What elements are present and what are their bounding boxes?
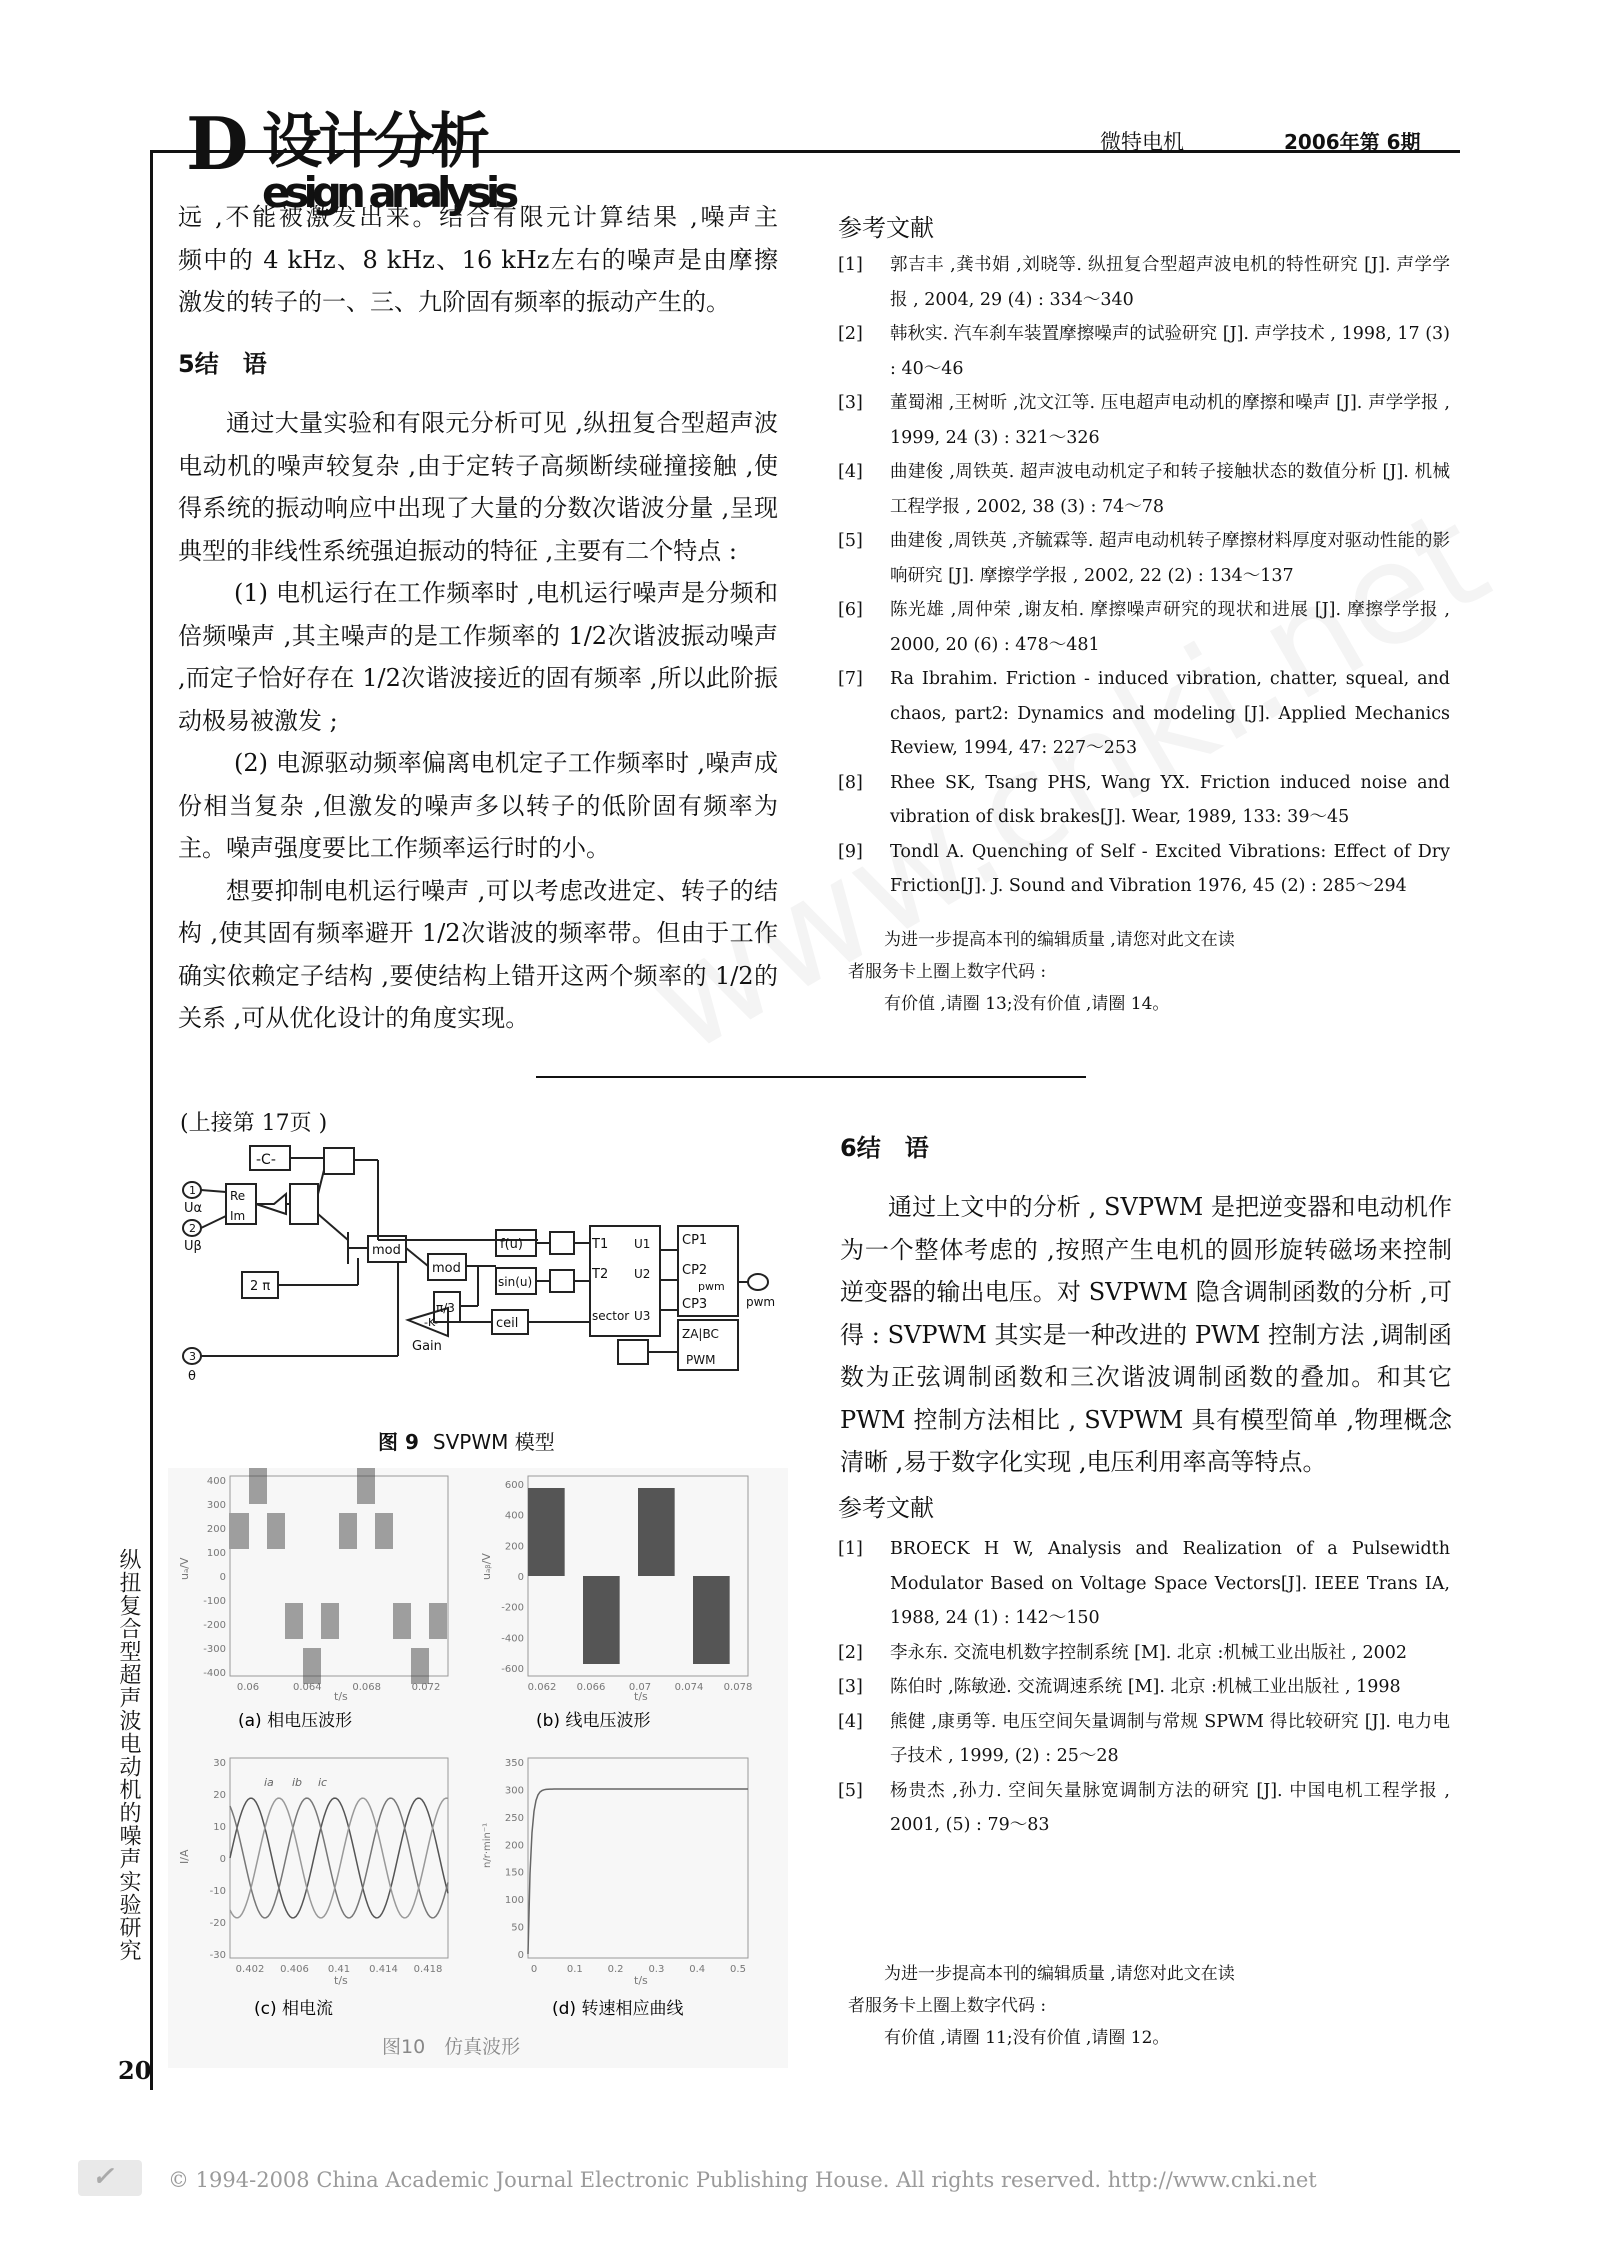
reader-service-note bbox=[848, 924, 1288, 1020]
reference-item bbox=[838, 1532, 1450, 1636]
y-axis-label: I/A bbox=[178, 1849, 191, 1864]
diagram-label: T1 bbox=[592, 1237, 609, 1252]
y-tick-label: 100 bbox=[206, 1548, 226, 1559]
y-tick-label: 200 bbox=[206, 1524, 226, 1535]
section-logo-chinese: 设计分析 bbox=[262, 107, 486, 177]
x-tick-label: 0 bbox=[530, 1964, 538, 1975]
text-line: 频中的 4 kHz、8 kHz、16 kHz左右的噪声是由摩擦 bbox=[178, 245, 778, 274]
diagram-label: U1 bbox=[634, 1237, 651, 1251]
section-5-heading: 5结 语 bbox=[178, 350, 267, 378]
subfigure-caption: (b) 线电压波形 bbox=[536, 1711, 651, 1731]
reference-text: 李永东. 交流电机数字控制系统 [M]. 北京 :机械工业出版社 , 2002 bbox=[890, 1642, 1408, 1663]
reference-item bbox=[838, 835, 1450, 904]
reference-number: [1] bbox=[838, 255, 863, 275]
subfigure-caption: (c) 相电流 bbox=[254, 1999, 334, 2019]
diagram-label: mod bbox=[372, 1243, 401, 1258]
reference-item bbox=[838, 766, 1450, 835]
legend-entry: ic bbox=[318, 1776, 328, 1789]
panel-c-phase-current bbox=[178, 1758, 448, 2019]
diagram-label: CP3 bbox=[682, 1297, 708, 1312]
y-tick-label: 200 bbox=[504, 1840, 524, 1852]
references-title: 参考文献 bbox=[838, 214, 934, 242]
y-tick-label: 50 bbox=[511, 1922, 524, 1934]
diagram-label: sin(u) bbox=[498, 1275, 533, 1289]
list-item: (2) 电源驱动频率偏离电机定子工作频率时 ,噪声成份相当复杂 ,但激发的噪声多以转子的低阶固有频率为主。噪声强度要比工作频率运行时的小。 bbox=[178, 749, 778, 862]
abs-block bbox=[256, 1194, 286, 1214]
reference-text: 曲建俊 ,周铁英 ,齐毓霖等. 超声电动机转子摩擦材料厚度对驱动性能的影响研究 [J]. 摩擦学学报 , 2002, 22 (2) : 134～137 bbox=[890, 531, 1450, 586]
y-tick-label: 600 bbox=[504, 1480, 524, 1491]
reference-number: [5] bbox=[838, 1780, 863, 1801]
diagram-label: 3 bbox=[189, 1350, 196, 1363]
section-5-body bbox=[178, 402, 778, 1040]
list-item: (1) 电机运行在工作频率时 ,电机运行噪声是分频和倍频噪声 ,其主噪声的是工作频率的 1/2次谐波振动噪声 ,而定子恰好存在 1/2次谐波接近的固有频率 ,所以此阶振动极易被激发 ; bbox=[178, 579, 778, 735]
x-axis-label: t/s bbox=[334, 1974, 348, 1987]
reference-number: [9] bbox=[838, 841, 863, 862]
y-tick-label: -200 bbox=[501, 1602, 524, 1614]
reference-item bbox=[838, 455, 1450, 524]
text-line: 远 ,不能被激发出来。结合有限元计算结果 ,噪声主 bbox=[178, 203, 778, 231]
paragraph: 想要抑制电机运行噪声 ,可以考虑改进定、转子的结构 ,使其固有频率避开 1/2次谐波的频率带。但由于工作确实依赖定子结构 ,要使结构上错开这两个频率的 1/2的关系 ,可从优化设计的角度实现。 bbox=[178, 876, 778, 1032]
diagram-label: f(u) bbox=[500, 1237, 523, 1252]
reference-item bbox=[838, 317, 1450, 386]
legend-entry: ib bbox=[292, 1776, 303, 1789]
diagram-label: U3 bbox=[634, 1309, 651, 1323]
cnki-logo-icon: ✓ bbox=[78, 2160, 142, 2196]
reference-text: 杨贵杰 ,孙力. 空间矢量脉宽调制方法的研究 [J]. 中国电机工程学报 , 2001, (5) : 79～83 bbox=[890, 1780, 1450, 1835]
diagram-label: Im bbox=[230, 1209, 246, 1223]
diagram-label: Uβ bbox=[184, 1239, 202, 1254]
product-block bbox=[550, 1270, 574, 1292]
x-tick-label: 0.066 bbox=[576, 1682, 606, 1693]
magnitude-angle-block bbox=[290, 1184, 318, 1224]
diagram-label: 2 π bbox=[250, 1279, 271, 1294]
figure-9-caption bbox=[378, 1426, 555, 1455]
y-tick-label: -100 bbox=[203, 1596, 226, 1607]
reference-item bbox=[838, 593, 1450, 662]
pwm-output-port bbox=[748, 1274, 768, 1290]
issue-label: 2006年第 6期 bbox=[1284, 130, 1421, 154]
note-line: 有价值 ,请圈 13;没有价值 ,请圈 14。 bbox=[884, 994, 1170, 1014]
diagram-label: CP1 bbox=[682, 1233, 708, 1248]
y-axis-label: uₐ/V bbox=[178, 1557, 191, 1580]
x-tick-label: 0.406 bbox=[280, 1964, 309, 1975]
reference-number: [3] bbox=[838, 1677, 863, 1697]
y-tick-label: 200 bbox=[504, 1541, 524, 1553]
y-tick-label: -30 bbox=[209, 1950, 226, 1961]
x-tick-label: 0.078 bbox=[723, 1682, 753, 1693]
diagram-label: PWM bbox=[686, 1353, 716, 1367]
repeating-sequence-block bbox=[618, 1340, 648, 1364]
text-line: 激发的转子的一、三、九阶固有频率的振动产生的。 bbox=[178, 288, 730, 316]
svpwm-simulink-model bbox=[178, 1140, 788, 1400]
caption-number: 图 9 bbox=[378, 1430, 419, 1454]
reference-text: Ra Ibrahim. Friction - induced vibration, chatter, squeal, and chaos, part2: Dynamics and modeling [J]. Applied Mechanics Review, 1994, 47: 227～253 bbox=[890, 669, 1450, 758]
reference-item bbox=[838, 1670, 1450, 1705]
diagram-label: ZA|BC bbox=[682, 1327, 719, 1341]
running-side-title: 纵扭复合型超声波电动机的噪声实验研究 bbox=[116, 1548, 141, 1962]
y-tick-label: 150 bbox=[504, 1867, 524, 1879]
product-block bbox=[324, 1148, 354, 1174]
reference-number: [5] bbox=[838, 531, 863, 551]
x-tick-label: 0.402 bbox=[235, 1964, 265, 1975]
y-tick-label: 0 bbox=[517, 1572, 524, 1583]
note-line: 为进一步提高本刊的编辑质量 ,请您对此文在读 bbox=[884, 1964, 1235, 1984]
x-tick-label: 0.41 bbox=[327, 1964, 351, 1975]
x-axis-label: t/s bbox=[634, 1974, 648, 1987]
section-6-body bbox=[840, 1186, 1452, 1484]
x-tick-label: 0.2 bbox=[607, 1964, 624, 1975]
y-tick-label: -600 bbox=[501, 1664, 524, 1675]
reference-number: [6] bbox=[838, 600, 863, 620]
note-line: 者服务卡上圈上数字代码 : bbox=[848, 962, 1047, 982]
x-tick-label: 0.418 bbox=[413, 1964, 443, 1975]
continued-from-label: (上接第 17页 ) bbox=[180, 1111, 328, 1136]
reference-item bbox=[838, 524, 1450, 593]
reference-text: Rhee SK, Tsang PHS, Wang YX. Friction induced noise and vibration of disk brakes[J]. Wear, 1989, 133: 39～45 bbox=[890, 772, 1450, 827]
y-tick-label: -400 bbox=[203, 1668, 226, 1679]
section-logo-letter: D bbox=[186, 101, 249, 186]
reference-text: 郭吉丰 ,龚书娟 ,刘晓等. 纵扭复合型超声波电机的特性研究 [J]. 声学学报 , 2004, 29 (4) : 334～340 bbox=[890, 255, 1450, 310]
diagram-label: sector bbox=[592, 1309, 630, 1323]
diagram-label: -C- bbox=[256, 1152, 276, 1168]
x-tick-label: 0.07 bbox=[628, 1682, 652, 1693]
x-axis-label: t/s bbox=[634, 1690, 648, 1703]
x-tick-label: 0.072 bbox=[411, 1682, 441, 1693]
y-tick-label: 350 bbox=[504, 1758, 524, 1769]
page-number: 20 bbox=[118, 2056, 152, 2085]
x-tick-label: 0.062 bbox=[527, 1682, 557, 1693]
y-tick-label: 10 bbox=[213, 1822, 226, 1833]
reference-item bbox=[838, 248, 1450, 317]
diagram-label: CP2 bbox=[682, 1263, 708, 1278]
y-tick-label: 300 bbox=[206, 1500, 226, 1511]
reference-item bbox=[838, 662, 1450, 766]
y-tick-label: -20 bbox=[209, 1918, 226, 1929]
x-axis-label: t/s bbox=[334, 1690, 348, 1703]
reference-number: [4] bbox=[838, 1711, 863, 1732]
paragraph: 通过大量实验和有限元分析可见 ,纵扭复合型超声波电动机的噪声较复杂 ,由于定转子高频断续碰撞接触 ,使得系统的振动响应中出现了大量的分数次谐波分量 ,呈现典型的非线性系统强迫振动的特征 ,主要有二个特点 : bbox=[178, 409, 778, 565]
diagram-label: 2 bbox=[189, 1222, 196, 1235]
diagram-label: T2 bbox=[592, 1267, 609, 1282]
y-tick-label: -300 bbox=[203, 1644, 226, 1655]
x-tick-label: 0.064 bbox=[293, 1682, 322, 1693]
reference-item bbox=[838, 1636, 1450, 1671]
section-6-heading: 6结 语 bbox=[840, 1134, 929, 1162]
reference-text: 陈伯时 ,陈敏逊. 交流调速系统 [M]. 北京 :机械工业出版社 , 1998 bbox=[890, 1677, 1401, 1697]
diagram-label: -K- bbox=[424, 1316, 438, 1329]
reference-text: 曲建俊 ,周铁英. 超声波电动机定子和转子接触状态的数值分析 [J]. 机械工程学报 , 2002, 38 (3) : 74～78 bbox=[890, 462, 1450, 517]
y-tick-label: 400 bbox=[206, 1476, 226, 1487]
diagram-label: Uα bbox=[184, 1201, 203, 1216]
left-margin-rule bbox=[150, 150, 153, 2090]
x-tick-label: 0.068 bbox=[352, 1682, 381, 1693]
diagram-label: ceil bbox=[496, 1316, 519, 1331]
diagram-label: mod bbox=[432, 1261, 461, 1276]
product-block bbox=[550, 1232, 574, 1254]
note-line: 为进一步提高本刊的编辑质量 ,请您对此文在读 bbox=[884, 930, 1235, 950]
references-title: 参考文献 bbox=[838, 1494, 934, 1522]
reference-number: [2] bbox=[838, 1642, 863, 1663]
y-tick-label: 30 bbox=[213, 1758, 226, 1769]
x-tick-label: 0.074 bbox=[674, 1682, 704, 1693]
y-tick-label: 0 bbox=[219, 1854, 226, 1865]
note-line: 者服务卡上圈上数字代码 : bbox=[848, 1996, 1047, 2016]
left-top-paragraph bbox=[178, 196, 778, 324]
reference-number: [4] bbox=[838, 462, 863, 482]
figure-10-caption: 图10 仿真波形 bbox=[382, 2036, 521, 2058]
diagram-label: Re bbox=[230, 1189, 246, 1203]
reference-item bbox=[838, 1705, 1450, 1774]
reader-service-note bbox=[848, 1958, 1288, 2054]
diagram-label: U2 bbox=[634, 1267, 651, 1281]
y-tick-label: 20 bbox=[213, 1790, 226, 1801]
y-axis-label: n/r·min⁻¹ bbox=[482, 1822, 493, 1868]
subfigure-caption: (d) 转速相应曲线 bbox=[552, 1999, 684, 2019]
x-tick-label: 0.4 bbox=[689, 1964, 706, 1975]
y-tick-label: -400 bbox=[501, 1633, 524, 1645]
diagram-label: 1 bbox=[189, 1184, 196, 1197]
x-tick-label: 0.3 bbox=[648, 1964, 665, 1975]
reference-number: [8] bbox=[838, 772, 863, 793]
y-tick-label: 250 bbox=[504, 1812, 524, 1824]
legend-entry: ia bbox=[264, 1776, 274, 1789]
reference-text: 熊健 ,康勇等. 电压空间矢量调制与常规 SPWM 得比较研究 [J]. 电力电子技术 , 1999, (2) : 25～28 bbox=[890, 1711, 1450, 1766]
copyright-footer: © 1994-2008 China Academic Journal Electronic Publishing House. All rights reserved. http://www.cnki.net bbox=[168, 2168, 1317, 2192]
panel-b-line-voltage bbox=[480, 1476, 752, 1731]
note-line: 有价值 ,请圈 11;没有价值 ,请圈 12。 bbox=[884, 2028, 1170, 2048]
y-tick-label: 0 bbox=[517, 1950, 524, 1961]
reference-item bbox=[838, 386, 1450, 455]
y-tick-label: 300 bbox=[504, 1785, 524, 1797]
diagram-label: pwm bbox=[746, 1295, 776, 1309]
x-tick-label: 0.06 bbox=[236, 1682, 260, 1693]
reference-number: [3] bbox=[838, 393, 863, 413]
diagram-label: Gain bbox=[412, 1339, 442, 1354]
caption-text: SVPWM 模型 bbox=[432, 1430, 555, 1454]
simulation-waveforms-figure bbox=[168, 1468, 788, 2068]
reference-item bbox=[838, 1774, 1450, 1843]
y-tick-label: 0 bbox=[219, 1572, 226, 1583]
y-axis-label: uₐᵦ/V bbox=[480, 1553, 493, 1580]
reference-number: [2] bbox=[838, 324, 863, 344]
reference-text: 陈光雄 ,周仲荣 ,谢友柏. 摩擦噪声研究的现状和进展 [J]. 摩擦学学报 , 2000, 20 (6) : 478～481 bbox=[890, 600, 1450, 655]
reference-number: [7] bbox=[838, 669, 863, 689]
subfigure-caption: (a) 相电压波形 bbox=[238, 1711, 353, 1731]
article-separator-rule bbox=[536, 1076, 1086, 1078]
x-tick-label: 0.5 bbox=[730, 1964, 746, 1975]
reference-text: Tondl A. Quenching of Self - Excited Vibrations: Effect of Dry Friction[J]. J. Sound and Vibration 1976, 45 (2) : 285～294 bbox=[890, 841, 1450, 896]
diagram-label: pwm bbox=[698, 1280, 725, 1293]
paragraph: 通过上文中的分析 , SVPWM 是把逆变器和电动机作为一个整体考虑的 ,按照产生电机的圆形旋转磁场来控制逆变器的输出电压。对 SVPWM 隐含调制函数的分析 ,可得 : SVPWM 其实是一种改进的 PWM 控制方法 ,调制函数为正弦调制函数和三次谐波调制函数的叠加。和其它 PWM 控制方法相比 , SVPWM 具有模型简单 ,物理概念清晰 ,易于数字化实现 ,电压利用率高等特点。 bbox=[840, 1193, 1452, 1476]
reference-text: 董蜀湘 ,王树昕 ,沈文江等. 压电超声电动机的摩擦和噪声 [J]. 声学学报 , 1999, 24 (3) : 321～326 bbox=[890, 393, 1450, 448]
x-tick-label: 0.1 bbox=[566, 1964, 583, 1975]
diagram-label: θ bbox=[188, 1369, 196, 1384]
y-tick-label: -200 bbox=[203, 1620, 226, 1631]
references-list bbox=[838, 248, 1450, 904]
diagram-label: π/3 bbox=[436, 1301, 455, 1315]
x-tick-label: 0.414 bbox=[369, 1964, 398, 1975]
section-logo-english: esign analysis bbox=[262, 168, 514, 217]
y-tick-label: 400 bbox=[504, 1510, 524, 1522]
panel-a-phase-voltage bbox=[178, 1468, 448, 1731]
reference-text: BROECK H W, Analysis and Realization of a Pulsewidth Modulator Based on Voltage Space Vectors[J]. IEEE Trans IA, 1988, 24 (1) : 142～150 bbox=[890, 1539, 1450, 1628]
reference-number: [1] bbox=[838, 1539, 863, 1559]
references-list bbox=[838, 1532, 1450, 1843]
y-tick-label: 100 bbox=[504, 1895, 524, 1907]
panel-d-speed-response bbox=[482, 1758, 748, 2019]
journal-name: 微特电机 bbox=[1100, 130, 1184, 154]
y-tick-label: -10 bbox=[209, 1886, 226, 1897]
reference-text: 韩秋实. 汽车刹车装置摩擦噪声的试验研究 [J]. 声学技术 , 1998, 17 (3) : 40～46 bbox=[890, 324, 1450, 379]
